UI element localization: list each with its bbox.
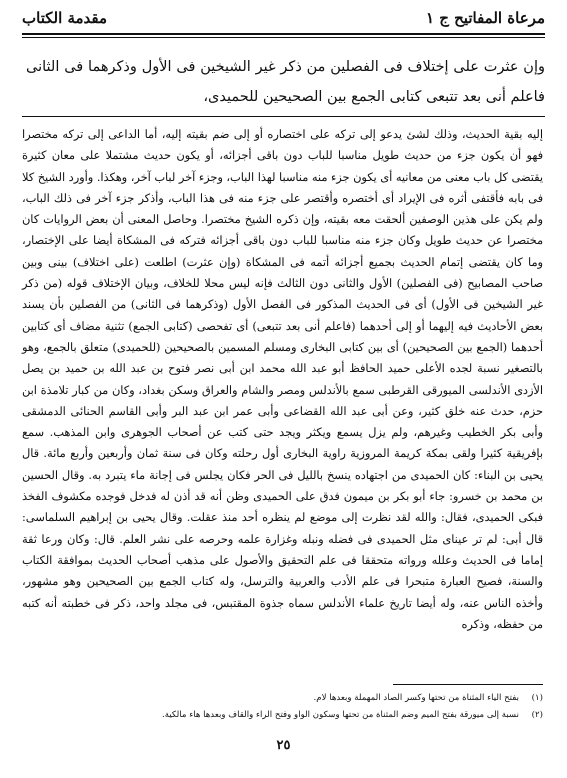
matn-text: وإن عثرت على إختلاف فى الفصلين من ذكر غير الشيخين فى الأول وذكرهما فى الثانى فاعلم أنى بعد تتبعى كتابى الجمع بين الصحيحين للحميدى،: [26, 59, 545, 105]
matn-divider: [22, 116, 545, 117]
footnote-number: (١): [531, 693, 543, 703]
running-title: مرعاة المفاتيح ج ١: [425, 9, 545, 27]
section-title: مقدمة الكتاب: [22, 9, 108, 27]
footnote-item: [22, 690, 543, 707]
footnote-item: [22, 707, 543, 724]
footnote-number: (٢): [531, 710, 543, 720]
header-rule: [22, 33, 545, 35]
footnote-text: نسبة إلى ميورقة بفتح الميم وضم المثناة من تحتها وسكون الواو وفتح الراء والقاف وبعدها هاء مالكية.: [161, 710, 519, 720]
header-rule-thin: [22, 37, 545, 38]
footnotes: [22, 690, 543, 724]
commentary-paragraph: إليه بقية الحديث، وذلك لشئ يدعو إلى تركه على اختصاره أو إلى ضم بقيته إليه، أما الداعى إلى تركه مختصرا فهو أن يكون جزء من حديث طويل مناسبا للباب دون باقى أجزائه، أو يكون حديث مشتملا على معان كثيرة يقتضى كل باب معنى من معانيه أى يكون جزء منه مناسبا لهذا الباب، وجزء آخر لباب آخر، وهكذا. وأورد الشيخ كلا فى بابه فأقتفى أثره فى الإيراد أى أختصره وأقتصر على جزء منه فى هذا الباب، وأذكر جزء آخر فى ذلك الباب، ولم يكن على هذين الوصفين ألحقت معه بقيته، وإن ذكره الشيخ مختصرا. وحاصل المعنى أن بعض الروايات كان مختصرا عن حديث طويل وكان جزء منه مناسبا للباب دون باقى أجزائه فتركه فى المشكاة أيضا على الإختصار، وما كان يقتضى إتمام الحديث بجميع أجزائه أتمه فى المشكاة (وإن عثرت) اطلعت (على اختلاف) بينى وبين صاحب المصابيح (فى الفصلين) الأول والثانى دون الثالث فإنه ليس محلا للخلاف، وبيان الإختلاف قوله (من ذكر غير الشيخين فى الأول) أى فى الحديث المذكور فى الفصل الأول (وذكرهما فى الثانى) من الفصلين بأن يسند بعض الأحاديث فيه إليهما أو إلى أحدهما (فاعلم أنى بعد تتبعى) أى تفحصى (كتابى الجمع) تثنية مضاف أى كتابين أحدهما (الجمع بين الصحيحين) أى بين كتابى البخارى ومسلم المسمين بالصحيحين (للحميدى) متعلق بالجمع، وهو بالتصغير نسبة لجده الأعلى حميد الحافظ أبو عبد الله محمد ابن أبى نصر فتوح بن عبد الله بن حميد بن يصل الأزدى الأندلسى الميورقى القرطبى سمع بالأندلس ومصر والشام والعراق وسكن بغداد، وكان من كبار تلامذة ابن حزم، حدث عنه خلق كثير، وعن أبى عبد الله القضاعى وأبى عمر ابن عبد البر وأبى القاسم الحنائى الدمشقى وأبى بكر الخطيب وغيرهم، ولم يزل يسمع ويكثر ويجد حتى كتب عن أصحاب الجوهرى وابن المذهب. سمع بإفريقية كثيرا ولقى بمكة كريمة المروزية راوية البخارى أول رحلته وكان فى سنة ثمان وأربعين وأربع مائة. قال يحيى بن البناء: كان الحميدى من اجتهاده ينسخ بالليل فى الحر فكان يجلس فى إجانة ماء يتبرد به. وقال الحسين بن محمد بن خسرو: جاء أبو بكر بن ميمون فدق على الحميدى وظن أنه قد أذن له فدخل فوجده مكشوف الفخذ فبكى الحميدى، فقال: والله لقد نظرت إلى موضع لم ينظره أحد منذ عقلت. وقال يحيى بن إبراهيم السلماسى: قال أبى: لم تر عيناى مثل الحميدى فى فضله ونبله وغزارة علمه وحرصه على نشر العلم. قال: وكان ورعا ثقة إماما فى الحديث وعلله ورواته متحققا فى علم التحقيق والأصول على مذهب أصحاب الحديث بموافقة الكتاب والسنة، فصيح العبارة متبحرا فى علم الأدب والعربية والترسل، وله كتاب الجمع بين الصحيحين وهو مشهور، وأخذه الناس عنه، وله أيضا تاريخ علماء الأندلس سماه جذوة المقتبس، فى مجلد واحد، ذكر فى خطبته أنه كتبه من حفظه، وذكره: [22, 128, 543, 631]
commentary-text: [22, 124, 543, 635]
footnote-rule: [393, 684, 543, 685]
footnote-text: بفتح الياء المثناة من تحتها وكسر الصاد المهملة وبعدها لام.: [313, 693, 519, 703]
page-number: ٢٥: [276, 738, 291, 753]
page-header: [22, 6, 545, 30]
